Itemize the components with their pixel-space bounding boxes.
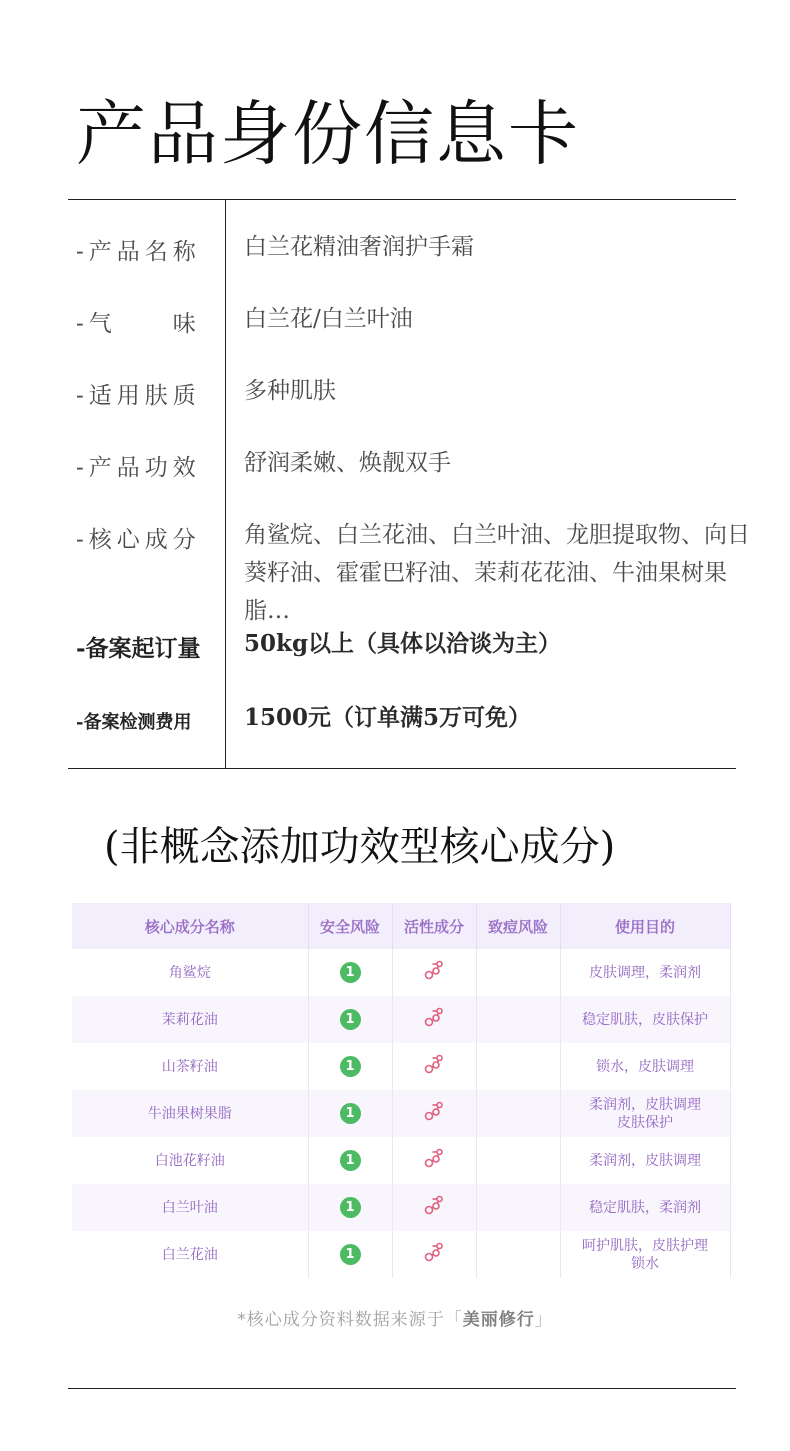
safety-cell	[308, 1090, 392, 1137]
spec-label-fee: -备案检测费用	[76, 712, 192, 733]
spec-label-skin: -适用肤质	[76, 383, 201, 409]
safety-cell	[308, 1137, 392, 1184]
purpose-cell: 柔润剂，皮肤调理 皮肤保护	[560, 1090, 730, 1137]
spec-value-fee: 1500元（订单满5万可免）	[244, 704, 532, 731]
acne-cell	[476, 1184, 560, 1231]
ingredient-name: 山茶籽油	[72, 1043, 308, 1090]
header-active: 活性成分	[392, 903, 476, 949]
purpose-cell: 柔润剂，皮肤调理	[560, 1137, 730, 1184]
acne-cell	[476, 1090, 560, 1137]
safety-level-badge: 1	[340, 962, 361, 983]
spec-label-effect: -产品功效	[76, 455, 201, 481]
acne-cell	[476, 996, 560, 1043]
spec-label-ingredients: -核心成分	[76, 527, 201, 553]
spec-value-skin: 多种肌肤	[244, 378, 336, 404]
active-cell	[392, 996, 476, 1043]
table-row	[72, 1090, 730, 1137]
safety-level-badge: 1	[340, 1056, 361, 1077]
top-divider	[68, 199, 736, 200]
ingredient-name: 白兰花油	[72, 1231, 308, 1278]
safety-cell	[308, 996, 392, 1043]
ingredient-name: 茉莉花油	[72, 996, 308, 1043]
safety-level-badge: 1	[340, 1244, 361, 1265]
table-row	[72, 1137, 730, 1184]
source-note	[0, 1305, 790, 1330]
spec-label-moq: -备案起订量	[76, 635, 201, 662]
purpose-cell: 稳定肌肤，柔润剂	[560, 1184, 730, 1231]
table-header-row	[72, 903, 730, 949]
ingredient-name: 白池花籽油	[72, 1137, 308, 1184]
purpose-cell: 呵护肌肤，皮肤护理 锁水	[560, 1231, 730, 1278]
safety-level-badge: 1	[340, 1150, 361, 1171]
spec-label-scent: -气 味	[76, 311, 201, 337]
molecule-icon	[423, 1157, 445, 1173]
ingredient-name: 牛油果树果脂	[72, 1090, 308, 1137]
purpose-cell: 稳定肌肤，皮肤保护	[560, 996, 730, 1043]
table-row	[72, 1231, 730, 1278]
ingredients-subtitle: (非概念添加功效型核心成分)	[104, 824, 616, 870]
active-cell	[392, 1090, 476, 1137]
spec-value-effect: 舒润柔嫩、焕靓双手	[244, 450, 451, 476]
purpose-cell: 皮肤调理，柔润剂	[560, 949, 730, 996]
acne-cell	[476, 949, 560, 996]
safety-cell	[308, 1043, 392, 1090]
active-cell	[392, 1137, 476, 1184]
molecule-icon	[423, 1063, 445, 1079]
safety-cell	[308, 1231, 392, 1278]
source-brand: 美丽修行	[462, 1310, 535, 1330]
spec-value-name: 白兰花精油奢润护手霜	[244, 234, 474, 260]
acne-cell	[476, 1137, 560, 1184]
table-body	[72, 949, 730, 1278]
header-safety: 安全风险	[308, 903, 392, 949]
molecule-icon	[423, 1110, 445, 1126]
acne-cell	[476, 1043, 560, 1090]
bottom-divider	[68, 768, 736, 769]
header-purpose: 使用目的	[560, 903, 730, 949]
header-acne: 致痘风险	[476, 903, 560, 949]
safety-level-badge: 1	[340, 1197, 361, 1218]
header-name: 核心成分名称	[72, 903, 308, 949]
table-row	[72, 949, 730, 996]
active-cell	[392, 1184, 476, 1231]
table-row	[72, 1184, 730, 1231]
molecule-icon	[423, 969, 445, 985]
active-cell	[392, 949, 476, 996]
active-cell	[392, 1043, 476, 1090]
spec-label-name: -产品名称	[76, 239, 201, 265]
safety-cell	[308, 949, 392, 996]
source-note-text: *核心成分资料数据来源于「	[237, 1310, 463, 1330]
safety-level-badge: 1	[340, 1009, 361, 1030]
ingredient-name: 白兰叶油	[72, 1184, 308, 1231]
safety-cell	[308, 1184, 392, 1231]
spec-value-scent: 白兰花/白兰叶油	[244, 306, 413, 332]
active-cell	[392, 1231, 476, 1278]
ingredient-name: 角鲨烷	[72, 949, 308, 996]
acne-cell	[476, 1231, 560, 1278]
molecule-icon	[423, 1016, 445, 1032]
source-note-close: 」	[534, 1310, 553, 1330]
spec-value-ingredients: 角鲨烷、白兰花油、白兰叶油、龙胆提取物、向日葵籽油、霍霍巴籽油、茉莉花花油、牛油果树果脂…	[244, 522, 750, 624]
table-row	[72, 1043, 730, 1090]
purpose-cell: 锁水，皮肤调理	[560, 1043, 730, 1090]
ingredients-table	[72, 903, 731, 1278]
spec-value-moq: 50kg以上（具体以洽谈为主）	[244, 630, 562, 657]
safety-level-badge: 1	[340, 1103, 361, 1124]
footer-divider	[68, 1388, 736, 1389]
molecule-icon	[423, 1204, 445, 1220]
column-divider	[225, 200, 226, 769]
table-row	[72, 996, 730, 1043]
page-title: 产品身份信息卡	[76, 93, 580, 175]
molecule-icon	[423, 1251, 445, 1267]
